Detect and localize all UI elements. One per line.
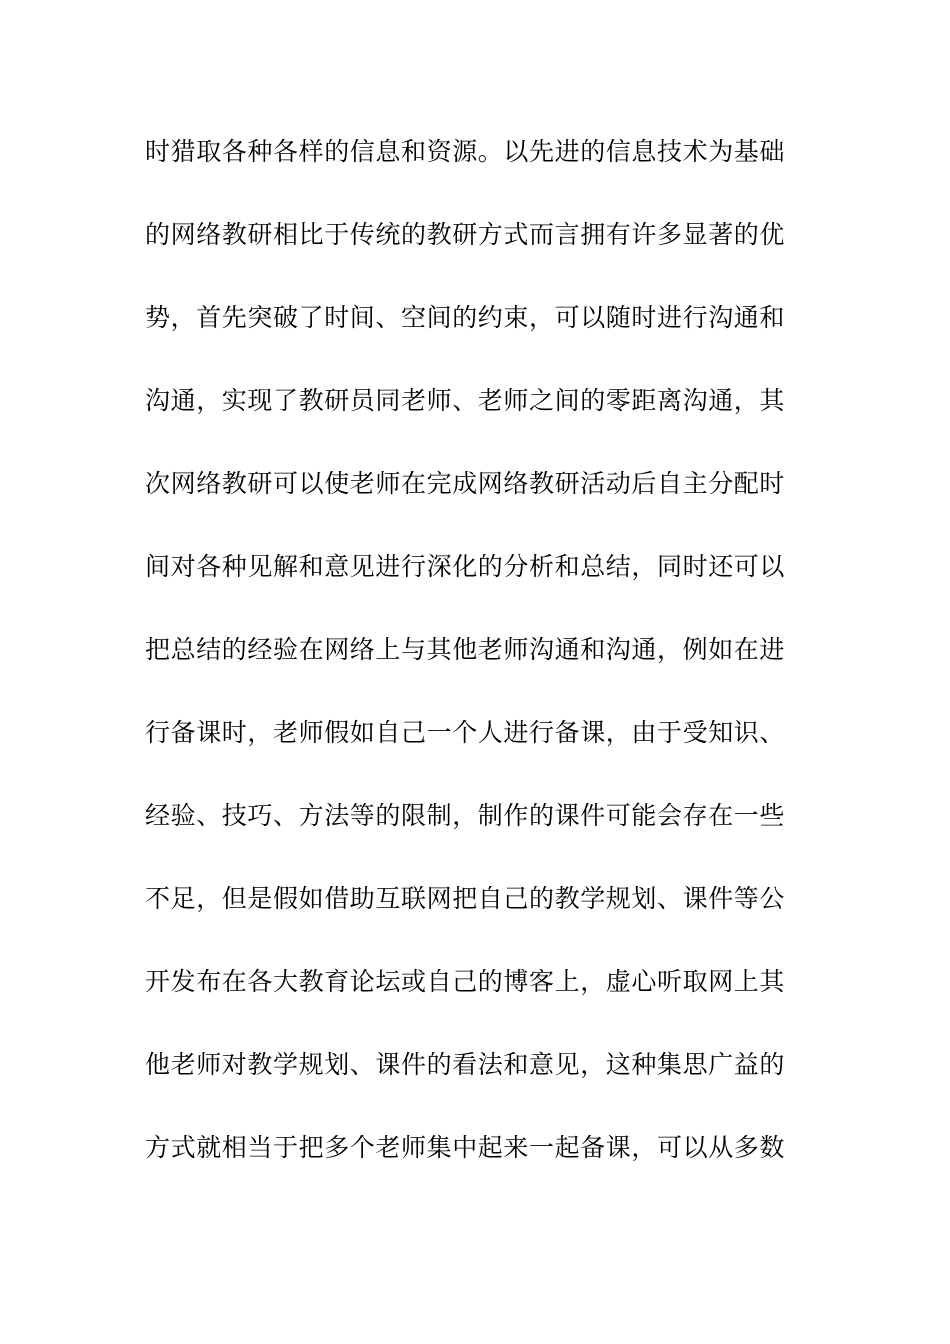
body-text: [145, 126, 805, 1205]
text-line: 把总结的经验在网络上与其他老师沟通和沟通，例如在进: [145, 635, 786, 664]
text-line: 间对各种见解和意见进行深化的分析和总结，同时还可以: [145, 552, 786, 581]
text-line: 的网络教研相比于传统的教研方式而言拥有许多显著的优: [145, 220, 786, 249]
text-line: 次网络教研可以使老师在完成网络教研活动后自主分配时: [145, 469, 786, 498]
text-line: 方式就相当于把多个老师集中起来一起备课，可以从多数: [145, 1133, 786, 1162]
text-line: 开发布在各大教育论坛或自己的博客上，虚心听取网上其: [145, 967, 786, 996]
text-line: 不足，但是假如借助互联网把自己的教学规划、课件等公: [145, 884, 786, 913]
text-line: 势，首先突破了时间、空间的约束，可以随时进行沟通和: [145, 303, 786, 332]
text-line: 经验、技巧、方法等的限制，制作的课件可能会存在一些: [145, 801, 786, 830]
text-line: 行备课时，老师假如自己一个人进行备课，由于受知识、: [145, 718, 786, 747]
text-line: 他老师对教学规划、课件的看法和意见，这种集思广益的: [145, 1050, 786, 1079]
text-line: 沟通，实现了教研员同老师、老师之间的零距离沟通，其: [145, 386, 786, 415]
text-line: 时猎取各种各样的信息和资源。以先进的信息技术为基础: [145, 137, 786, 166]
